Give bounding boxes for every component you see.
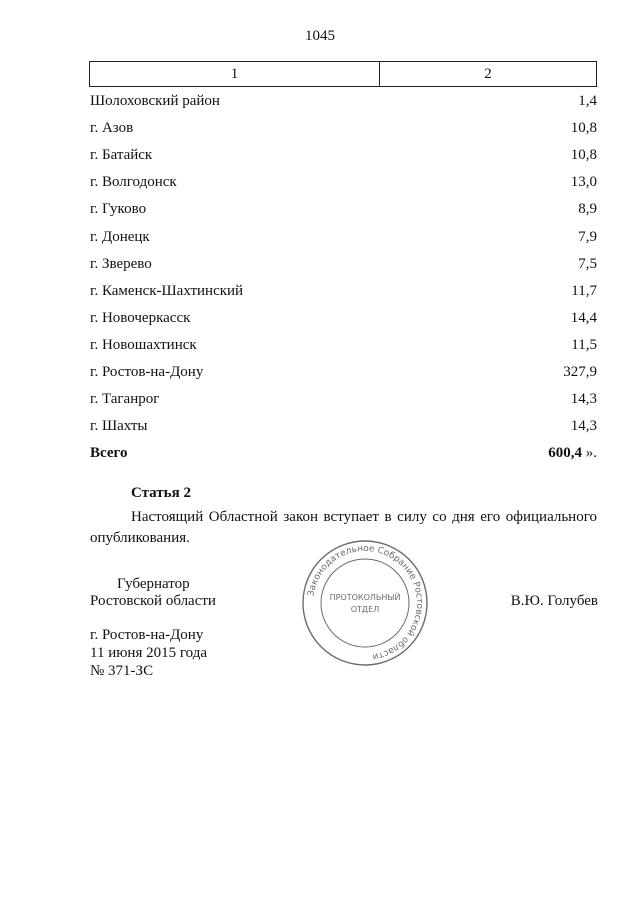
- table-row: [90, 142, 597, 169]
- row-value: 10,8: [570, 120, 597, 137]
- table-header-col-1: 1: [90, 62, 380, 86]
- row-value: 14,4: [570, 309, 597, 326]
- row-value: 13,0: [570, 174, 597, 191]
- article-text: Настоящий Областной закон вступает в силу со дня его официального опубликования.: [90, 509, 597, 546]
- row-value: 14,3: [570, 391, 597, 408]
- table-row: [90, 88, 597, 115]
- row-name: г. Каменск-Шахтинский: [90, 282, 244, 299]
- place-city: г. Ростов-на-Дону: [90, 627, 204, 643]
- governor-name: В.Ю. Голубев: [510, 593, 598, 609]
- table-row: [90, 332, 597, 359]
- total-label: Всего: [90, 445, 128, 462]
- row-name: г. Донецк: [90, 228, 150, 245]
- row-name: г. Новошахтинск: [90, 336, 197, 353]
- table-header-col-2: 2: [484, 65, 492, 82]
- stamp-outer-text: Законодательное Собрание Ростовской области: [306, 543, 425, 662]
- total-suffix: ».: [582, 445, 597, 462]
- row-name: г. Батайск: [90, 147, 153, 164]
- total-value: 600,4: [548, 445, 582, 462]
- table-header: [89, 61, 597, 87]
- table-row: [90, 278, 597, 305]
- row-name: г. Шахты: [90, 418, 148, 435]
- table-row: [90, 251, 597, 278]
- article-title: Статья 2: [131, 485, 191, 501]
- row-name: Шолоховский район: [90, 93, 220, 110]
- table-row: [90, 115, 597, 142]
- row-value: 10,8: [570, 147, 597, 164]
- table-body: [90, 88, 597, 467]
- governor-title: Губернатор: [117, 576, 190, 592]
- table-row: [90, 223, 597, 250]
- table-row: [90, 305, 597, 332]
- row-value: 1,4: [578, 93, 597, 110]
- governor-region: Ростовской области: [90, 593, 216, 609]
- stamp-inner-line-1: ПРОТОКОЛЬНЫЙ: [329, 593, 401, 602]
- row-value: 11,7: [571, 282, 597, 299]
- row-name: г. Волгодонск: [90, 174, 177, 191]
- official-stamp: [300, 538, 430, 668]
- row-name: г. Ростов-на-Дону: [90, 363, 204, 380]
- table-row: [90, 386, 597, 413]
- row-name: г. Таганрог: [90, 391, 160, 408]
- table-total-row: [90, 440, 597, 467]
- total-value-cell: [548, 445, 597, 462]
- document-date: 11 июня 2015 года: [90, 645, 207, 661]
- table-row: [90, 359, 597, 386]
- table-row: [90, 196, 597, 223]
- row-name: г. Новочеркасск: [90, 309, 191, 326]
- row-value: 14,3: [570, 418, 597, 435]
- row-value: 7,5: [578, 255, 597, 272]
- row-name: г. Азов: [90, 120, 134, 137]
- table-row: [90, 169, 597, 196]
- row-name: г. Зверево: [90, 255, 152, 272]
- table-row: [90, 413, 597, 440]
- stamp-inner-line-2: ОТДЕЛ: [350, 605, 380, 614]
- row-value: 327,9: [563, 363, 597, 380]
- row-name: г. Гуково: [90, 201, 147, 218]
- stamp-outer-ring: [303, 541, 427, 665]
- row-value: 8,9: [578, 201, 597, 218]
- place-date-block: [90, 626, 207, 680]
- page-number: 1045: [305, 28, 335, 44]
- document-number: № 371-ЗС: [90, 663, 154, 679]
- stamp-inner-ring: [321, 559, 409, 647]
- row-value: 11,5: [571, 336, 597, 353]
- row-value: 7,9: [578, 228, 597, 245]
